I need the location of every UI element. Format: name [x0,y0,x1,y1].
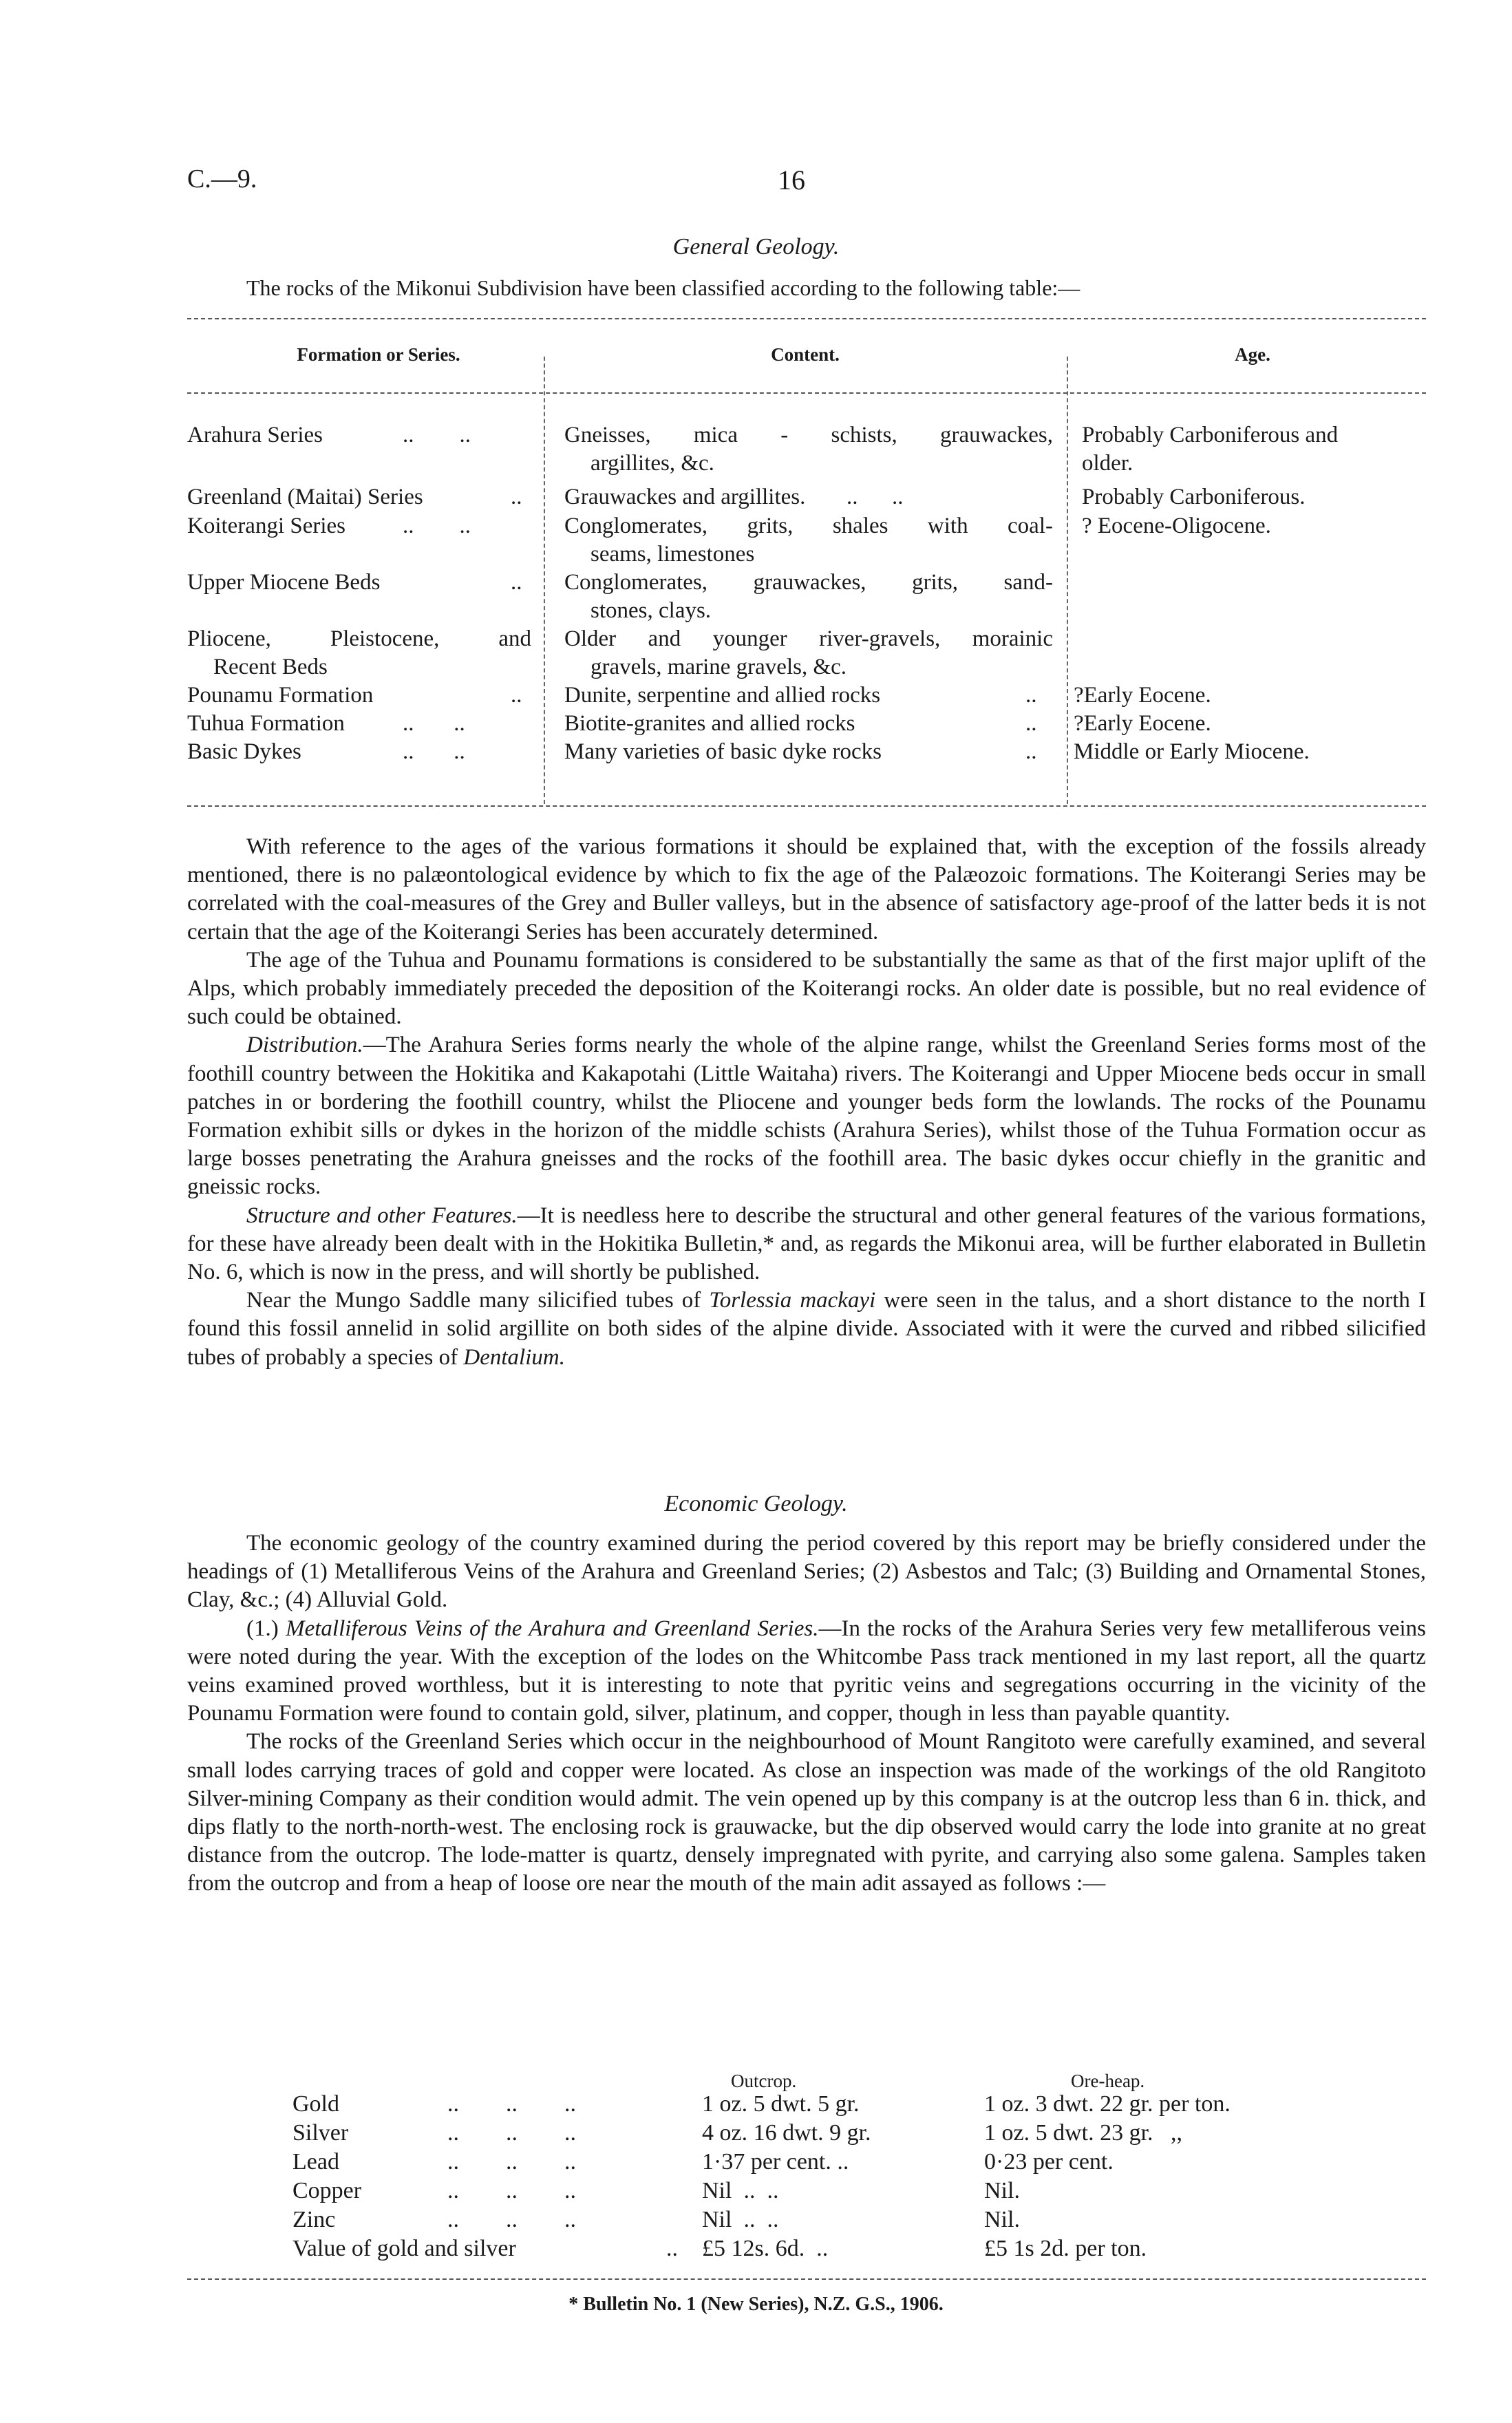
header-formation: Formation or Series. [297,344,460,365]
report-code: C.—9. [187,165,257,193]
formation-name: Koiterangi Series [187,514,346,538]
assay-header-ore-heap: Ore-heap. [1071,2071,1145,2091]
formation-age: Probably Carboniferous and older. [1082,423,1339,476]
leader-dots: .. .. .. [447,2207,576,2232]
assay-ore-heap: 1 oz. 5 dwt. 23 gr. ,, [984,2120,1183,2146]
formation-age: Middle or Early Miocene. [1074,739,1310,764]
footnote: * Bulletin No. 1 (New Series), N.Z. G.S., 1906. [568,2294,944,2315]
formation-name: Greenland (Maitai) Series [187,485,423,509]
assay-outcrop: £5 12s. 6d. .. [702,2236,829,2261]
formation-content: Dunite, serpentine and allied rocks .. [564,683,1037,708]
paragraph: Structure and other Features.—It is needless here to describe the structural and other general features of the various formations, for these have already been dealt with in the Hokitika Bulletin,* and, as regards the Mikonui area, will be further elaborated in Bulletin No. 6, which is now in the press, and will shortly be published. [187,1203,1426,1285]
leader-dots: .. .. [403,423,471,447]
table-header-rule [187,392,1426,394]
paragraph: With reference to the ages of the various formations it should be explained that, with the exception of the fossils already mentioned, there is no palæontological evidence by which to fix the age of the Palæozoic formations. The Koiterangi Series may be correlated with the coal-measures of the Grey and Buller valleys, but in the absence of satisfactory age-proof of the latter beds it is not certain that the age of the Koiterangi Series has been accurately determined. [187,834,1426,944]
footnote-rule [187,2278,1426,2280]
formation-name: Pliocene, Pleistocene, and Recent Beds [187,626,531,679]
leader-dots: .. .. .. [447,2120,576,2146]
formation-name: Pounamu Formation [187,683,374,708]
table-bottom-rule [187,805,1426,807]
assay-item: Copper [292,2178,362,2203]
assay-ore-heap: 0·23 per cent. [984,2149,1114,2175]
formation-age: ?Early Eocene. [1074,711,1211,736]
leader-dots: .. .. [403,739,465,764]
assay-item: Silver [292,2120,349,2146]
formation-age: ?Early Eocene. [1074,683,1211,708]
formation-name: Tuhua Formation [187,711,345,736]
leader-dots: .. [511,683,522,708]
assay-ore-heap: Nil. [984,2207,1020,2232]
leader-dots: .. .. .. [447,2149,576,2175]
assay-item: Lead [292,2149,339,2175]
general-geology-heading: General Geology. [672,234,840,260]
formation-name: Upper Miocene Beds [187,570,381,595]
run-in-heading: Structure and other Features. [246,1203,518,1228]
genus-name: Dentalium. [463,1344,565,1370]
formation-name: Basic Dykes [187,739,301,764]
run-in-heading: Distribution. [246,1033,363,1058]
formation-content: Many varieties of basic dyke rocks .. [564,739,1037,764]
formation-name: Arahura Series [187,423,323,447]
header-content: Content. [771,344,840,365]
leader-dots: .. .. [403,514,471,538]
column-divider [1067,357,1068,804]
paragraph: The age of the Tuhua and Pounamu formations is considered to be substantially the same as that of the first major uplift of the Alps, which probably immediately preceded the deposition of the Koiterangi rocks. An older date is possible, but no real evidence of such could be obtained. [187,947,1426,1030]
assay-header-outcrop: Outcrop. [731,2071,797,2091]
economic-geology-text [187,1530,1426,1898]
paragraph: The economic geology of the country examined during the period covered by this report may be briefly considered under the headings of (1) Metalliferous Veins of the Arahura and Greenland Series; (2) Asbestos and Talc; (3) Building and Ornamental Stones, Clay, &c.; (4) Alluvial Gold. [187,1531,1426,1613]
column-divider [544,357,545,804]
formation-age: Probably Carboniferous. [1082,485,1306,509]
paragraph: Distribution.—The Arahura Series forms nearly the whole of the alpine range, whilst the Greenland Series forms most of the foothill country between the Hokitika and Kakapotahi (Little Waitaha) rivers. The Koiterangi and Upper Miocene beds occur in small patches in or bordering the foothill country, whilst the Pliocene and younger beds form the lowlands. The rocks of the Pounamu Formation exhibit sills or dykes in the horizon of the middle schists (Arahura Series), whilst those of the Tuhua Formation occur as large bosses penetrating the Arahura gneisses and the rocks of the foothill area. The basic dykes occur chiefly in the granitic and gneissic rocks. [187,1033,1426,1200]
formation-age: ? Eocene-Oligocene. [1082,514,1271,538]
paragraph: (1.) Metalliferous Veins of the Arahura and Greenland Series.—In the rocks of the Arahura Series very few metalliferous veins were noted during the year. With the exception of the lodes on the Whitcombe Pass track mentioned in my last report, all the quartz veins examined proved worthless, but it is interesting to note that pyritic veins and segregations occurring in the vicinity of the Pounamu Formation were found to contain gold, silver, platinum, and copper, though in less than payable quantity. [187,1616,1426,1726]
assay-outcrop: 1·37 per cent. .. [702,2149,849,2175]
leader-dots: .. .. [403,711,465,736]
formation-content: Biotite-granites and allied rocks .. [564,711,1037,736]
formation-content: Conglomerates, grits, shales with coal- seams, limestones [564,514,1053,567]
table-top-rule [187,318,1426,319]
formation-content: Gneisses, mica - schists, grauwackes, argillites, &c. [564,423,1053,476]
header-age: Age. [1235,344,1270,365]
species-name: Torlessia mackayi [709,1288,876,1313]
assay-ore-heap: £5 1s 2d. per ton. [984,2236,1147,2261]
page-number: 16 [778,165,805,195]
assay-outcrop: 4 oz. 16 dwt. 9 gr. [702,2120,871,2146]
assay-ore-heap: Nil. [984,2178,1020,2203]
leader-dots: .. [511,570,522,595]
formation-content: Grauwackes and argillites. .. .. [564,485,904,509]
formation-content: Conglomerates, grauwackes, grits, sand- stones, clays. [564,570,1053,623]
paragraph: The rocks of the Greenland Series which occur in the neighbourhood of Mount Rangitoto were carefully examined, and several small lodes carrying traces of gold and copper were located. As close an inspection was made of the workings of the old Rangitoto Silver-mining Company as their condition would admit. The vein opened up by this company is at the outcrop less than 6 in. thick, and dips flatly to the north-north-west. The enclosing rock is grauwacke, but the dip observed would carry the lode into granite at no great distance from the outcrop. The lode-matter is quartz, densely impregnated with pyrite, and carrying also some galena. Samples taken from the outcrop and from a heap of loose ore near the mouth of the main adit assayed as follows :— [187,1729,1426,1896]
general-geology-text [187,833,1426,1372]
assay-item: Gold [292,2091,339,2117]
paragraph: Near the Mungo Saddle many silicified tubes of Torlessia mackayi were seen in the talus, and a short distance to the north I found this fossil annelid in solid argillite on both sides of the alpine divide. Associated with it were the curved and ribbed silicified tubes of probably a species of Dentalium. [187,1288,1426,1370]
run-in-heading: Metalliferous Veins of the Arahura and Greenland Series. [286,1616,819,1641]
leader-dots: .. .. .. [447,2091,576,2117]
leader-dots: .. [666,2236,678,2261]
formation-content: Older and younger river-gravels, morainic gravels, marine gravels, &c. [564,626,1053,679]
assay-outcrop: Nil .. .. [702,2178,779,2203]
assay-outcrop: Nil .. .. [702,2207,779,2232]
leader-dots: .. .. .. [447,2178,576,2203]
economic-geology-heading: Economic Geology. [664,1491,848,1516]
assay-ore-heap: 1 oz. 3 dwt. 22 gr. per ton. [984,2091,1231,2117]
leader-dots: .. [511,485,522,509]
assay-item: Zinc [292,2207,336,2232]
table-lead-text: The rocks of the Mikonui Subdivision have been classified according to the following table:— [246,275,1080,300]
assay-outcrop: 1 oz. 5 dwt. 5 gr. [702,2091,860,2117]
assay-item: Value of gold and silver [292,2236,516,2261]
